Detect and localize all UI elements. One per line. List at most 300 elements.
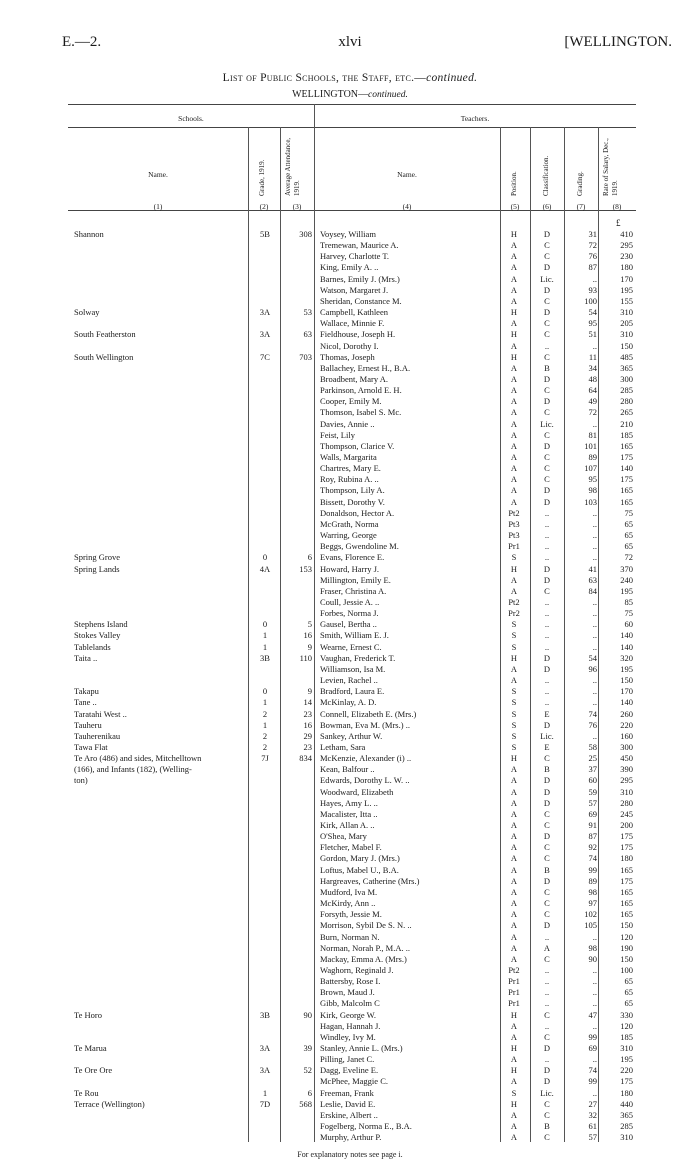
table-row bbox=[0, 1076, 700, 1087]
grading-cell: 76 bbox=[588, 251, 597, 262]
table-row bbox=[0, 374, 700, 385]
grading-cell: .. bbox=[592, 987, 597, 998]
school-name: South Wellington bbox=[74, 351, 134, 362]
salary-cell: 200 bbox=[620, 820, 633, 830]
classification-cell: D bbox=[543, 719, 551, 730]
table-row bbox=[0, 296, 700, 307]
salary-cell: 140 bbox=[620, 463, 633, 474]
position-cell: A bbox=[510, 362, 518, 373]
grading-cell: 92 bbox=[588, 842, 597, 853]
classification-cell: C bbox=[544, 909, 550, 920]
school-name: Takapu bbox=[74, 686, 99, 697]
classification-cell: D bbox=[543, 574, 551, 585]
teacher-name: Bissett, Dorothy V. bbox=[320, 496, 385, 507]
grading-header: Grading. bbox=[576, 171, 584, 196]
grading-cell: 97 bbox=[588, 898, 597, 908]
grading-cell: 47 bbox=[588, 1009, 597, 1020]
classification-cell: B bbox=[544, 1121, 550, 1131]
school-name-header: Name. bbox=[148, 170, 168, 179]
table-row bbox=[0, 586, 700, 597]
table-row bbox=[0, 318, 700, 329]
grade-cell: 0 bbox=[262, 552, 268, 563]
position-cell: A bbox=[510, 251, 518, 262]
salary-cell: 180 bbox=[620, 853, 633, 864]
grading-cell: 90 bbox=[588, 953, 597, 964]
classification-cell: C bbox=[544, 240, 550, 251]
table-row bbox=[0, 664, 700, 675]
teacher-name: Wallace, Minnie F. bbox=[320, 318, 385, 329]
table-row bbox=[0, 597, 700, 608]
teacher-name: Letham, Sara bbox=[320, 741, 366, 752]
teacher-name: Sheridan, Constance M. bbox=[320, 295, 402, 306]
grading-cell: 57 bbox=[588, 1132, 597, 1143]
teacher-name: Sankey, Arthur W. bbox=[320, 730, 383, 741]
table-row bbox=[0, 720, 700, 731]
grading-cell: 63 bbox=[588, 574, 597, 585]
grading-cell: 99 bbox=[588, 1031, 597, 1042]
grading-cell: 102 bbox=[584, 909, 597, 920]
schools-group-header: Schools. bbox=[178, 114, 204, 123]
page-subtitle: WELLINGTON—continued. bbox=[292, 89, 408, 100]
table-row bbox=[0, 519, 700, 530]
position-cell: A bbox=[510, 764, 518, 775]
salary-cell: 165 bbox=[620, 864, 633, 875]
teacher-name: Stanley, Annie L. (Mrs.) bbox=[320, 1043, 403, 1053]
salary-cell: 195 bbox=[620, 585, 633, 596]
teacher-name: Beggs, Gwendoline M. bbox=[320, 541, 399, 552]
grading-cell: 87 bbox=[588, 262, 597, 273]
classification-cell: C bbox=[544, 407, 550, 418]
table-row bbox=[0, 932, 700, 943]
position-cell: A bbox=[510, 942, 518, 953]
classification-cell: C bbox=[544, 351, 550, 362]
classification-cell: B bbox=[544, 864, 550, 875]
table-row bbox=[0, 341, 700, 352]
position-cell: Pt2 bbox=[508, 597, 520, 607]
classification-cell: .. bbox=[544, 998, 550, 1009]
salary-cell: 180 bbox=[620, 262, 633, 273]
classification-cell: D bbox=[543, 775, 551, 786]
salary-cell: 175 bbox=[620, 452, 633, 462]
grading-cell: 98 bbox=[588, 886, 597, 897]
position-cell: A bbox=[510, 853, 518, 864]
salary-cell: 175 bbox=[620, 1076, 633, 1087]
position-cell: Pt3 bbox=[508, 518, 520, 529]
classification-cell: .. bbox=[544, 597, 550, 607]
salary-cell: 75 bbox=[624, 608, 633, 619]
salary-cell: 140 bbox=[620, 641, 633, 652]
classification-cell: .. bbox=[544, 1054, 550, 1065]
table-row bbox=[0, 831, 700, 842]
position-cell: A bbox=[510, 396, 518, 407]
teacher-name: Freeman, Frank bbox=[320, 1087, 374, 1098]
table-row bbox=[0, 775, 700, 786]
grading-cell: .. bbox=[592, 998, 597, 1009]
salary-cell: 195 bbox=[620, 663, 633, 674]
position-cell: H bbox=[510, 1065, 518, 1076]
table-row bbox=[0, 508, 700, 519]
teacher-name: Mackay, Emma A. (Mrs.) bbox=[320, 953, 407, 964]
position-cell: H bbox=[510, 329, 518, 340]
table-row bbox=[0, 630, 700, 641]
teacher-name: Roy, Rubina A. .. bbox=[320, 474, 379, 485]
table-row bbox=[0, 865, 700, 876]
classification-cell: .. bbox=[544, 931, 550, 942]
salary-cell: 150 bbox=[620, 953, 633, 964]
table-row bbox=[0, 564, 700, 575]
table-row bbox=[0, 809, 700, 820]
table-row bbox=[0, 820, 700, 831]
classification-cell: .. bbox=[544, 507, 550, 518]
teacher-name: Howard, Harry J. bbox=[320, 563, 380, 574]
salary-cell: 165 bbox=[620, 909, 633, 920]
table-row bbox=[0, 1121, 700, 1132]
classification-cell: C bbox=[544, 820, 550, 830]
teacher-name: Donaldson, Hector A. bbox=[320, 507, 395, 518]
position-cell: A bbox=[510, 831, 518, 842]
teacher-name: Erskine, Albert .. bbox=[320, 1109, 378, 1120]
salary-cell: 175 bbox=[620, 831, 633, 842]
position-cell: A bbox=[510, 440, 518, 451]
classification-cell: .. bbox=[544, 530, 550, 540]
table-row bbox=[0, 363, 700, 374]
position-cell: H bbox=[510, 563, 518, 574]
teacher-name: Davies, Annie .. bbox=[320, 418, 375, 429]
position-cell: Pt2 bbox=[508, 964, 520, 975]
teacher-name: McGrath, Norma bbox=[320, 518, 379, 529]
table-row bbox=[0, 731, 700, 742]
teacher-name: Fogelberg, Norma E., B.A. bbox=[320, 1121, 412, 1131]
teacher-name: Evans, Florence E. bbox=[320, 552, 385, 563]
classification-cell: D bbox=[543, 396, 551, 407]
grading-cell: 105 bbox=[584, 920, 597, 931]
classification-header: Classification. bbox=[542, 155, 550, 196]
grade-cell: 1 bbox=[262, 641, 268, 652]
salary-cell: 365 bbox=[620, 362, 633, 373]
grading-cell: 98 bbox=[588, 485, 597, 496]
salary-cell: 285 bbox=[620, 1121, 633, 1131]
classification-cell: .. bbox=[544, 976, 550, 987]
position-cell: A bbox=[510, 240, 518, 251]
grade-cell: 3A bbox=[259, 1043, 271, 1053]
grading-cell: 59 bbox=[588, 786, 597, 797]
position-cell: A bbox=[510, 318, 518, 329]
position-cell: Pr2 bbox=[508, 608, 520, 619]
attendance-cell: 308 bbox=[299, 229, 312, 239]
table-row bbox=[0, 1132, 700, 1143]
teacher-name: Walls, Margarita bbox=[320, 452, 377, 462]
teacher-name: Mudford, Iva M. bbox=[320, 886, 378, 897]
classification-cell: D bbox=[543, 1043, 551, 1053]
salary-cell: 60 bbox=[624, 619, 633, 630]
grading-cell: 54 bbox=[588, 307, 597, 318]
position-cell: S bbox=[511, 697, 517, 708]
school-name: Spring Grove bbox=[74, 552, 121, 563]
teacher-name: Brown, Maud J. bbox=[320, 987, 375, 998]
school-name: Taratahi West .. bbox=[74, 708, 127, 719]
grading-cell: 25 bbox=[588, 753, 597, 764]
grading-cell: 101 bbox=[584, 440, 597, 451]
teacher-name: Warring, George bbox=[320, 530, 377, 540]
position-cell: Pr1 bbox=[508, 976, 520, 987]
salary-cell: 280 bbox=[620, 797, 633, 808]
teacher-name: Hayes, Amy L. .. bbox=[320, 797, 378, 808]
teacher-name: McPhee, Maggie C. bbox=[320, 1076, 388, 1087]
table-row bbox=[0, 764, 700, 775]
teacher-name: Gordon, Mary J. (Mrs.) bbox=[320, 853, 400, 864]
salary-cell: 65 bbox=[624, 530, 633, 540]
grading-cell: 93 bbox=[588, 284, 597, 295]
classification-cell: D bbox=[543, 496, 551, 507]
grading-cell: 91 bbox=[588, 820, 597, 830]
grading-cell: .. bbox=[592, 418, 597, 429]
grading-cell: 99 bbox=[588, 864, 597, 875]
table-row bbox=[0, 876, 700, 887]
table-row bbox=[0, 943, 700, 954]
salary-cell: 365 bbox=[620, 1109, 633, 1120]
school-name: Tawa Flat bbox=[74, 741, 108, 752]
salary-cell: 185 bbox=[620, 429, 633, 440]
teacher-name: Parkinson, Arnold E. H. bbox=[320, 385, 402, 396]
grade-cell: 7C bbox=[260, 351, 270, 362]
table-group-rule bbox=[68, 127, 636, 128]
table-row bbox=[0, 887, 700, 898]
teacher-name: Watson, Margaret J. bbox=[320, 284, 389, 295]
teacher-name: Pilling, Janet C. bbox=[320, 1054, 375, 1065]
grading-cell: 58 bbox=[588, 741, 597, 752]
table-row bbox=[0, 274, 700, 285]
table-row bbox=[0, 262, 700, 273]
table-row bbox=[0, 798, 700, 809]
position-cell: A bbox=[510, 920, 518, 931]
position-cell: A bbox=[510, 485, 518, 496]
teachers-group-header: Teachers. bbox=[460, 114, 490, 123]
salary-cell: 150 bbox=[620, 920, 633, 931]
salary-cell: 85 bbox=[624, 597, 633, 607]
table-row bbox=[0, 1021, 700, 1032]
school-name: Terrace (Wellington) bbox=[74, 1098, 145, 1109]
classification-cell: C bbox=[544, 452, 550, 462]
salary-cell: 140 bbox=[620, 697, 633, 708]
teacher-name: Burn, Norman N. bbox=[320, 931, 380, 942]
teacher-name: Fletcher, Mabel F. bbox=[320, 842, 382, 853]
attendance-cell: 14 bbox=[303, 697, 312, 708]
column-number: (2) bbox=[259, 202, 269, 211]
salary-cell: 450 bbox=[620, 753, 633, 764]
grade-cell: 1 bbox=[262, 697, 268, 708]
grading-cell: 74 bbox=[588, 1065, 597, 1076]
position-header: Position. bbox=[510, 171, 518, 196]
classification-cell: A bbox=[543, 942, 551, 953]
position-cell: A bbox=[510, 1121, 518, 1131]
grading-cell: 81 bbox=[588, 429, 597, 440]
classification-cell: .. bbox=[544, 552, 550, 563]
teacher-name: Harvey, Charlotte T. bbox=[320, 251, 390, 262]
teacher-name: McKenzie, Alexander (i) .. bbox=[320, 753, 412, 764]
attendance-cell: 23 bbox=[303, 741, 312, 752]
salary-cell: 220 bbox=[620, 719, 633, 730]
table-row bbox=[0, 898, 700, 909]
classification-cell: C bbox=[544, 853, 550, 864]
teacher-name: Murphy, Arthur P. bbox=[320, 1132, 382, 1143]
classification-cell: .. bbox=[544, 987, 550, 998]
school-name: Stokes Valley bbox=[74, 630, 121, 641]
grade-cell: 7D bbox=[259, 1098, 271, 1109]
grading-cell: 95 bbox=[588, 474, 597, 485]
salary-cell: 180 bbox=[620, 1087, 633, 1098]
school-name: Taita .. bbox=[74, 652, 98, 663]
position-cell: A bbox=[510, 1054, 518, 1065]
teacher-name: Millington, Emily E. bbox=[320, 574, 391, 585]
grading-cell: .. bbox=[592, 931, 597, 942]
position-cell: A bbox=[510, 864, 518, 875]
teacher-name: Hagan, Hannah J. bbox=[320, 1020, 381, 1031]
grading-cell: 48 bbox=[588, 374, 597, 384]
teacher-name: Wearne, Ernest C. bbox=[320, 641, 382, 652]
table-row bbox=[0, 653, 700, 664]
position-cell: A bbox=[510, 1031, 518, 1042]
classification-cell: D bbox=[543, 440, 551, 451]
grading-cell: 87 bbox=[588, 831, 597, 842]
salary-cell: 310 bbox=[620, 307, 633, 318]
school-name: Te Horo bbox=[74, 1009, 102, 1020]
salary-cell: 170 bbox=[620, 273, 633, 284]
classification-cell: .. bbox=[544, 630, 550, 641]
table-row bbox=[0, 285, 700, 296]
column-number: (6) bbox=[542, 202, 552, 211]
salary-cell: 310 bbox=[620, 329, 633, 340]
page-title: List of Public Schools, the Staff, etc.—continued. bbox=[222, 72, 478, 84]
classification-cell: C bbox=[544, 1109, 550, 1120]
attendance-cell: 16 bbox=[303, 630, 312, 641]
grading-cell: 11 bbox=[588, 351, 597, 362]
position-cell: A bbox=[510, 295, 518, 306]
classification-cell: D bbox=[543, 1065, 551, 1076]
grading-cell: 54 bbox=[588, 652, 597, 663]
position-cell: S bbox=[511, 630, 517, 641]
position-cell: A bbox=[510, 452, 518, 462]
salary-cell: 65 bbox=[624, 518, 633, 529]
classification-cell: C bbox=[544, 1098, 550, 1109]
salary-cell: 150 bbox=[620, 675, 633, 685]
column-number: (5) bbox=[510, 202, 520, 211]
grading-cell: 74 bbox=[588, 708, 597, 719]
teacher-name: Thomas, Joseph bbox=[320, 351, 375, 362]
position-cell: S bbox=[511, 641, 517, 652]
grading-cell: .. bbox=[592, 730, 597, 741]
classification-cell: .. bbox=[544, 541, 550, 552]
table-row bbox=[0, 608, 700, 619]
table-row bbox=[0, 965, 700, 976]
salary-cell: 330 bbox=[620, 1009, 633, 1020]
grade-cell: 3B bbox=[260, 652, 270, 663]
salary-cell: 320 bbox=[620, 652, 633, 663]
table-row bbox=[0, 497, 700, 508]
teacher-name: Coull, Jessie A. .. bbox=[320, 597, 380, 607]
salary-cell: 120 bbox=[620, 1020, 633, 1031]
table-row bbox=[0, 307, 700, 318]
school-name: Te Rou bbox=[74, 1087, 99, 1098]
classification-cell: C bbox=[544, 251, 550, 262]
position-cell: A bbox=[510, 340, 518, 351]
salary-cell: 390 bbox=[620, 764, 633, 775]
grade-cell: 0 bbox=[262, 619, 268, 630]
position-cell: S bbox=[511, 619, 517, 630]
grade-cell: 2 bbox=[262, 708, 268, 719]
table-row bbox=[0, 976, 700, 987]
teacher-name: Waghorn, Reginald J. bbox=[320, 964, 394, 975]
salary-cell: 310 bbox=[620, 786, 633, 797]
attendance-cell: 16 bbox=[303, 719, 312, 730]
attendance-cell: 6 bbox=[307, 552, 312, 563]
teacher-name: Forbes, Norma J. bbox=[320, 608, 379, 619]
teacher-name: Gausel, Bertha .. bbox=[320, 619, 377, 630]
classification-cell: .. bbox=[544, 340, 550, 351]
position-cell: A bbox=[510, 675, 518, 685]
salary-cell: 65 bbox=[624, 987, 633, 998]
salary-cell: 140 bbox=[620, 630, 633, 641]
salary-cell: 165 bbox=[620, 485, 633, 496]
salary-cell: 175 bbox=[620, 875, 633, 886]
position-cell: S bbox=[511, 719, 517, 730]
classification-cell: E bbox=[544, 708, 550, 719]
table-row bbox=[0, 240, 700, 251]
attendance-cell: 110 bbox=[299, 652, 312, 663]
attendance-cell: 5 bbox=[307, 619, 312, 630]
table-row bbox=[0, 474, 700, 485]
teacher-name: McKinlay, A. D. bbox=[320, 697, 377, 708]
school-name: Tane .. bbox=[74, 697, 97, 708]
classification-cell: D bbox=[543, 284, 551, 295]
classification-cell: C bbox=[544, 1009, 550, 1020]
table-row bbox=[0, 753, 700, 764]
table-row bbox=[0, 920, 700, 931]
school-name: Stephens Island bbox=[74, 619, 128, 630]
grade-cell: 3A bbox=[259, 329, 271, 340]
teacher-name: Woodward, Elizabeth bbox=[320, 786, 394, 797]
position-cell: S bbox=[511, 708, 517, 719]
classification-cell: C bbox=[544, 585, 550, 596]
salary-cell: 240 bbox=[620, 574, 633, 585]
classification-cell: C bbox=[544, 1132, 550, 1143]
salary-cell: 75 bbox=[624, 507, 633, 518]
position-cell: Pr1 bbox=[508, 998, 520, 1009]
position-cell: A bbox=[510, 585, 518, 596]
position-cell: A bbox=[510, 474, 518, 485]
table-row bbox=[0, 842, 700, 853]
salary-cell: 100 bbox=[620, 964, 633, 975]
salary-cell: 230 bbox=[620, 251, 633, 262]
teacher-name: Voysey, William bbox=[320, 229, 376, 239]
teacher-name: Bowman, Eva M. (Mrs.) .. bbox=[320, 719, 410, 730]
salary-cell: 165 bbox=[620, 440, 633, 451]
classification-cell: E bbox=[544, 741, 550, 752]
grading-cell: .. bbox=[592, 552, 597, 563]
classification-cell: D bbox=[543, 663, 551, 674]
position-cell: A bbox=[510, 842, 518, 853]
school-name: Spring Lands bbox=[74, 563, 120, 574]
school-name: ton) bbox=[74, 775, 88, 786]
teacher-name: Edwards, Dorothy L. W. .. bbox=[320, 775, 410, 786]
classification-cell: Lic. bbox=[540, 1087, 554, 1098]
classification-cell: D bbox=[543, 831, 551, 842]
salary-cell: 150 bbox=[620, 340, 633, 351]
classification-cell: C bbox=[544, 329, 550, 340]
teacher-name: Connell, Elizabeth E. (Mrs.) bbox=[320, 708, 417, 719]
classification-cell: B bbox=[544, 362, 550, 373]
grade-cell: 2 bbox=[262, 730, 268, 741]
position-cell: A bbox=[510, 273, 518, 284]
